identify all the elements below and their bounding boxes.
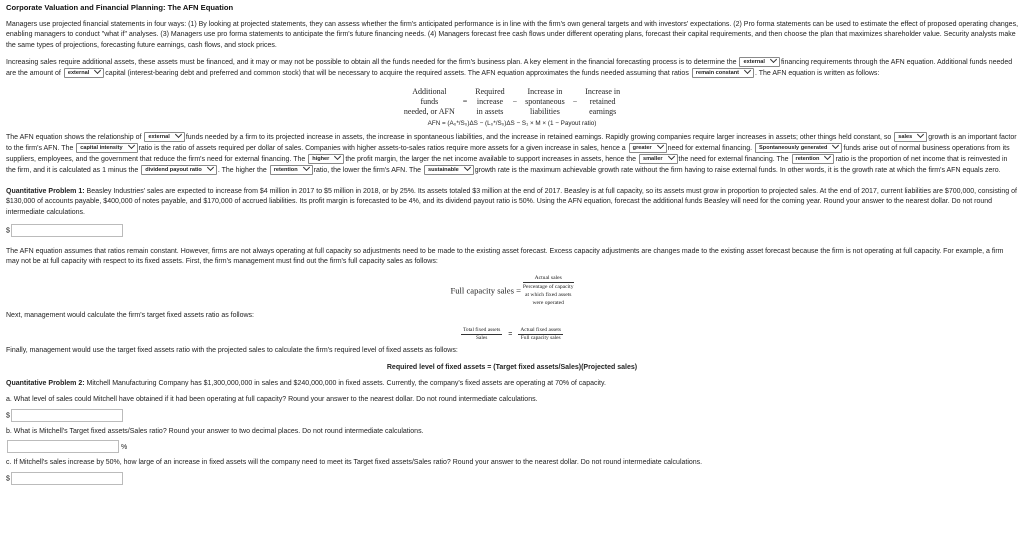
chevron-down-icon xyxy=(128,142,135,149)
equals-sign: = xyxy=(508,331,513,339)
ratio-assumption-select[interactable] xyxy=(692,68,754,78)
eq-cell: Increase in xyxy=(585,86,621,96)
text: funds needed by a firm to its projected increase in assets, the increase in spontaneous liabilities, and the increase in retained earnings. Rapidly growing companies require larger increases in assets; other things held constant, so xyxy=(185,133,892,141)
currency-prefix: $ xyxy=(6,227,10,235)
text: . The higher the xyxy=(217,167,267,175)
chevron-down-icon xyxy=(832,142,839,149)
fraction-denominator: Percentage of capacity xyxy=(522,283,574,290)
problem-1 xyxy=(6,187,1018,218)
fraction xyxy=(461,327,502,342)
chevron-down-icon xyxy=(744,67,751,74)
eq-col-liabilities xyxy=(525,87,565,117)
eq-cell: needed, or AFN xyxy=(403,106,455,116)
eq-cell: funds xyxy=(420,96,439,106)
select-value: smaller xyxy=(642,156,663,163)
chevron-down-icon xyxy=(770,56,777,63)
full-capacity-sales-input[interactable] xyxy=(11,409,123,422)
eq-cell: spontaneous xyxy=(525,96,565,106)
eq-col-earnings xyxy=(585,87,620,117)
problem-2b-answer xyxy=(6,440,1018,453)
select-value: external xyxy=(67,70,90,77)
chevron-down-icon xyxy=(917,131,924,138)
problem-2c-answer xyxy=(6,472,1018,485)
eq-col-afn xyxy=(404,87,455,117)
funds-type-select[interactable] xyxy=(144,132,184,142)
eq-cell: earnings xyxy=(589,106,617,116)
reinvest-ratio-select[interactable] xyxy=(792,154,835,164)
eq-cell: Increase in xyxy=(527,86,563,96)
text: need for external financing. xyxy=(667,144,753,152)
need-size-select[interactable] xyxy=(639,154,678,164)
text: ratio is the proportion of net income that is reinvested in the firm, and it is calculated as 1 minus the xyxy=(6,156,1008,175)
chevron-down-icon xyxy=(824,153,831,160)
capital-type-select[interactable] xyxy=(64,68,104,78)
page-content xyxy=(6,3,1018,490)
select-value: external xyxy=(148,133,170,140)
eq-cell: Required xyxy=(475,86,505,96)
problem-2-label: Quantitative Problem 2: xyxy=(6,379,85,387)
select-value: retention xyxy=(795,156,820,163)
select-value: Spontaneously generated xyxy=(759,144,828,151)
problem-1-answer xyxy=(6,224,1018,237)
eq-cell: liabilities xyxy=(530,106,560,116)
problem-1-label: Quantitative Problem 1: xyxy=(6,187,85,195)
capacity-paragraph: The AFN equation assumes that ratios remain constant. However, firms are not always operating at full capacity so adjustments need to be made to the existing asset forecast. Excess capacity adjustments are changes made to the existing asset forecast because the firm is not operating at full capacity. For example, a firm may not be at full capacity with respect to its fixed assets. First, the firm's management must find out the firm's full capacity sales as follows: xyxy=(6,247,1004,266)
intro-paragraph: Managers use projected financial statements in four ways: (1) By looking at projected statements, they can assess whether the firm's anticipated performance is in line with the firm's own general targets and with investors' expectations. (2) Pro forma statements can be used to estimate the effect of proposed operating changes, enabling managers to conduct "what if" analyses. (3) Managers use pro forma statements to anticipate the firm's future financing needs. (4) Managers forecast free cash flows under different operating plans, forecast their capital requirements, and then choose the plan that maximizes shareholder value. Security analysts make the same types of projections, forecasting future earnings, cash flows, and stock prices. xyxy=(6,21,1019,49)
afn-intro-paragraph xyxy=(6,57,1018,80)
full-capacity-equation xyxy=(6,274,1018,307)
percent-suffix: % xyxy=(121,443,128,451)
chevron-down-icon xyxy=(303,164,310,171)
text: The AFN equation shows the relationship of xyxy=(6,133,142,141)
fraction-denominator: at which fixed assets xyxy=(524,291,572,298)
eq-operator: = xyxy=(462,96,468,106)
ratio-name-select[interactable] xyxy=(76,143,137,153)
fraction-numerator: Actual sales xyxy=(523,274,574,283)
eq-cell: Additional xyxy=(412,86,447,96)
select-value: greater xyxy=(632,144,652,151)
select-value: sales xyxy=(898,133,913,140)
chevron-down-icon xyxy=(657,142,664,149)
select-value: higher xyxy=(312,156,330,163)
text: financing requirements through the AFN equation. Additional funds needed are the amount of xyxy=(6,59,1013,78)
chevron-down-icon xyxy=(94,67,101,74)
fixed-assets-increase-input[interactable] xyxy=(11,472,123,485)
problem-2 xyxy=(6,379,1018,389)
eq-col-assets xyxy=(475,87,504,117)
problem-2c: c. If Mitchell's sales increase by 50%, how large of an increase in fixed assets will the company need to meet its Target fixed assets/Sales ratio? Round your answer to the nearest dollar. Do not round intermediate calculations. xyxy=(6,459,703,467)
problem-2-text: Mitchell Manufacturing Company has $1,300,000,000 in sales and $240,000,000 in fixed assets. Currently, the company's fixed assets are operating at 70% of capacity. xyxy=(86,379,606,387)
eq-cell: in assets xyxy=(476,106,504,116)
chevron-down-icon xyxy=(207,164,214,171)
fraction-denominator: Sales xyxy=(475,335,488,342)
currency-prefix: $ xyxy=(6,412,10,420)
chevron-down-icon xyxy=(464,164,471,171)
equation-lhs: Full capacity sales = xyxy=(450,285,521,296)
target-ratio-equation xyxy=(6,327,1018,342)
select-value: remain constant xyxy=(695,70,739,77)
chevron-down-icon xyxy=(175,131,182,138)
select-value: capital intensity xyxy=(80,144,123,151)
afn-relationship-paragraph xyxy=(6,132,1018,177)
required-level-paragraph: Finally, management would use the target fixed assets ratio with the projected sales to calculate the firm's required level of fixed assets as follows: xyxy=(6,347,458,355)
text: . The AFN equation is written as follows: xyxy=(755,70,880,78)
margin-direction-select[interactable] xyxy=(308,154,344,164)
chevron-down-icon xyxy=(334,153,341,160)
problem-2b: b. What is Mitchell's Target fixed assets/Sales ratio? Round your answer to two decimal places. Do not round intermediate calculations. xyxy=(6,427,424,435)
select-value: retention xyxy=(273,167,298,174)
select-value: dividend payout ratio xyxy=(145,167,202,174)
select-value: external xyxy=(743,59,765,66)
target-ratio-input[interactable] xyxy=(7,440,119,453)
text: ratio is the ratio of assets required per dollar of sales. Companies with higher assets-to-sales ratios require more assets for a given increase in sales, hence a xyxy=(138,144,626,152)
afn-equation-words xyxy=(6,86,1018,117)
afn-answer-input[interactable] xyxy=(11,224,123,237)
text: growth is an important factor to the firm's AFN. The xyxy=(6,133,1017,152)
chevron-down-icon xyxy=(668,153,675,160)
financing-select[interactable] xyxy=(739,57,779,67)
text: ratio, the lower the firm's AFN. The xyxy=(313,167,422,175)
growth-factor-select[interactable] xyxy=(894,132,927,142)
target-ratio-paragraph: Next, management would calculate the firm's target fixed assets ratio as follows: xyxy=(6,311,255,319)
growth-rate-select[interactable] xyxy=(424,165,474,175)
text: Increasing sales require additional assets, these assets must be financed, and it may or may not be possible to obtain all the funds needed for the firm's business plan. A key element in the financial forecasting process is to determine the xyxy=(6,59,737,67)
fraction-denominator: Full capacity sales xyxy=(520,335,561,342)
page-title: Corporate Valuation and Financial Planning: The AFN Equation xyxy=(6,3,234,12)
fraction-denominator: were operated xyxy=(532,299,564,306)
afn-formula: AFN = (A₀*/S₀)ΔS − (L₀*/S₀)ΔS − S₁ × M × (1 − Payout ratio) xyxy=(427,119,597,127)
higher-ratio-select[interactable] xyxy=(270,165,313,175)
problem-2a: a. What level of sales could Mitchell have obtained if it had been operating at full capacity? Round your answer to the nearest dollar. Do not round intermediate calculations. xyxy=(6,396,538,404)
need-level-select[interactable] xyxy=(629,143,667,153)
funds-source-select[interactable] xyxy=(755,143,842,153)
eq-operator: − xyxy=(512,96,518,106)
fraction xyxy=(518,327,563,342)
required-level-formula: Required level of fixed assets = (Target fixed assets/Sales)(Projected sales) xyxy=(386,363,638,371)
fraction-numerator: Actual fixed assets xyxy=(520,327,562,334)
text: the profit margin, the larger the net income available to support increases in assets, hence the xyxy=(345,156,636,164)
text: growth rate is the maximum achievable growth rate without the firm having to raise external funds. In other words, it is the growth rate at which the firm's AFN equals zero. xyxy=(474,167,1001,175)
eq-operator: − xyxy=(572,96,578,106)
fraction xyxy=(523,274,574,307)
select-value: sustainable xyxy=(428,167,459,174)
problem-1-text: Beasley Industries' sales are expected to increase from $4 million in 2017 to $5 million in 2018, or by 25%. Its assets totaled $3 million at the end of 2017. Beasley is at full capacity, so its assets must grow in proportion to projected sales. At the end of 2017, current liabilities are $700,000, consisting of $130,000 of accounts payable, $400,000 of notes payable, and $170,000 of accrued liabilities. Its profit margin is forecasted to be 4%, and its dividend payout ratio is 50%. Using the AFN equation, forecast the additional funds Beasley will need for the coming year. Round your answer to the nearest dollar. Do not round intermediate calculations. xyxy=(6,187,1017,216)
text: the need for external financing. The xyxy=(678,156,789,164)
currency-prefix: $ xyxy=(6,474,10,482)
problem-2a-answer xyxy=(6,409,1018,422)
text: funds arise out of normal business operations from its suppliers, employees, and the government that reduce the firm's need for external financing. The xyxy=(6,144,1010,164)
eq-cell: retained xyxy=(589,96,616,106)
fraction-numerator: Total fixed assets xyxy=(462,327,501,334)
payout-select[interactable] xyxy=(141,165,217,175)
eq-cell: increase xyxy=(476,96,504,106)
text: capital (interest-bearing debt and preferred and common stock) that will be necessary to acquire the required assets. The AFN equation approximates the funds needed assuming that ratios xyxy=(105,70,689,78)
